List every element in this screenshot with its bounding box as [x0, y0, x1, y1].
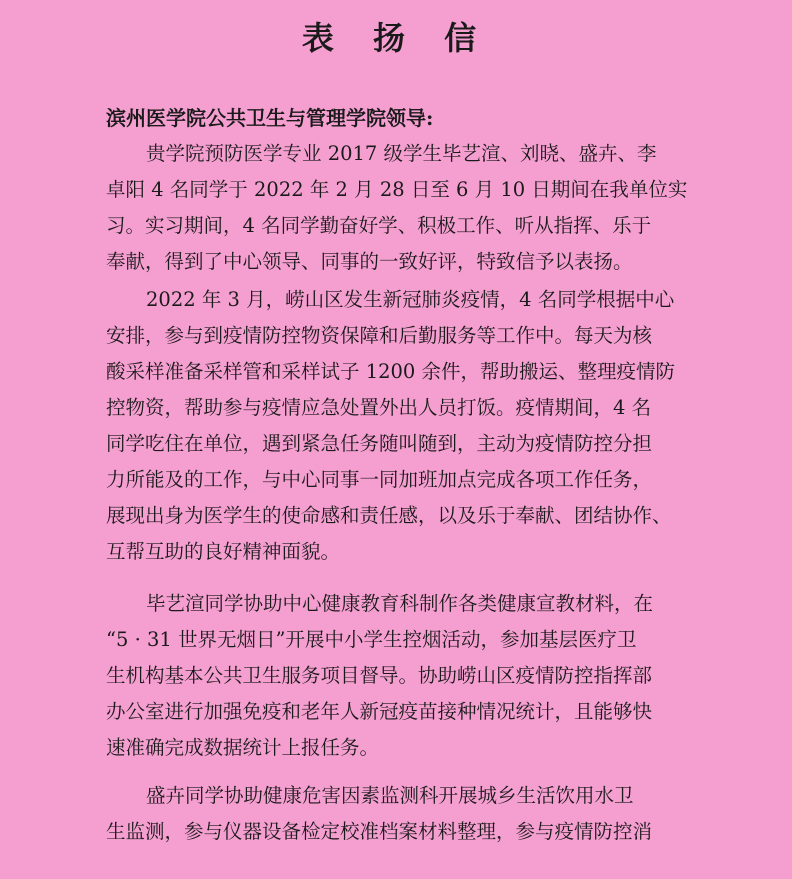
- paragraph-line: 盛卉同学协助健康危害因素监测科开展城乡生活饮用水卫: [146, 784, 634, 807]
- paragraph-line: 控物资，帮助参与疫情应急处置外出人员打饭。疫情期间，4 名: [106, 396, 652, 419]
- paragraph-line: 展现出身为医学生的使命感和责任感，以及乐于奉献、团结协作、: [106, 504, 672, 527]
- paragraph-line: 2022 年 3 月，崂山区发生新冠肺炎疫情，4 名同学根据中心: [146, 288, 675, 311]
- paragraph-line: 生机构基本公共卫生服务项目督导。协助崂山区疫情防控指挥部: [106, 664, 653, 687]
- paragraph-line: 习。实习期间，4 名同学勤奋好学、积极工作、听从指挥、乐于: [106, 214, 652, 237]
- paragraph-line: 同学吃住在单位，遇到紧急任务随叫随到，主动为疫情防控分担: [106, 432, 653, 455]
- paragraph-line: 贵学院预防医学专业 2017 级学生毕艺渲、刘晓、盛卉、李: [146, 142, 657, 165]
- paragraph-line: “5 · 31 世界无烟日”开展中小学生控烟活动，参加基层医疗卫: [106, 628, 637, 651]
- paragraph-line: 生监测，参与仪器设备检定校准档案材料整理，参与疫情防控消: [106, 820, 653, 843]
- paragraph-line: 力所能及的工作，与中心同事一同加班加点完成各项工作任务，: [106, 468, 653, 491]
- letter-title: 表 扬 信: [301, 19, 491, 57]
- paragraph-line: 办公室进行加强免疫和老年人新冠疫苗接种情况统计，且能够快: [106, 700, 653, 723]
- salutation: 滨州医学院公共卫生与管理学院领导:: [106, 106, 434, 130]
- paragraph-line: 卓阳 4 名同学于 2022 年 2 月 28 日至 6 月 10 日期间在我单位实: [106, 178, 688, 201]
- paragraph-line: 毕艺渲同学协助中心健康教育科制作各类健康宣教材料，在: [146, 592, 654, 615]
- paragraph-line: 速准确完成数据统计上报任务。: [106, 736, 380, 759]
- paragraph-line: 互帮互助的良好精神面貌。: [106, 540, 341, 563]
- paragraph-line: 酸采样准备采样管和采样试子 1200 余件，帮助搬运、整理疫情防: [106, 360, 676, 383]
- paragraph-line: 安排，参与到疫情防控物资保障和后勤服务等工作中。每天为核: [106, 324, 653, 347]
- paragraph-line: 奉献，得到了中心领导、同事的一致好评，特致信予以表扬。: [106, 250, 633, 273]
